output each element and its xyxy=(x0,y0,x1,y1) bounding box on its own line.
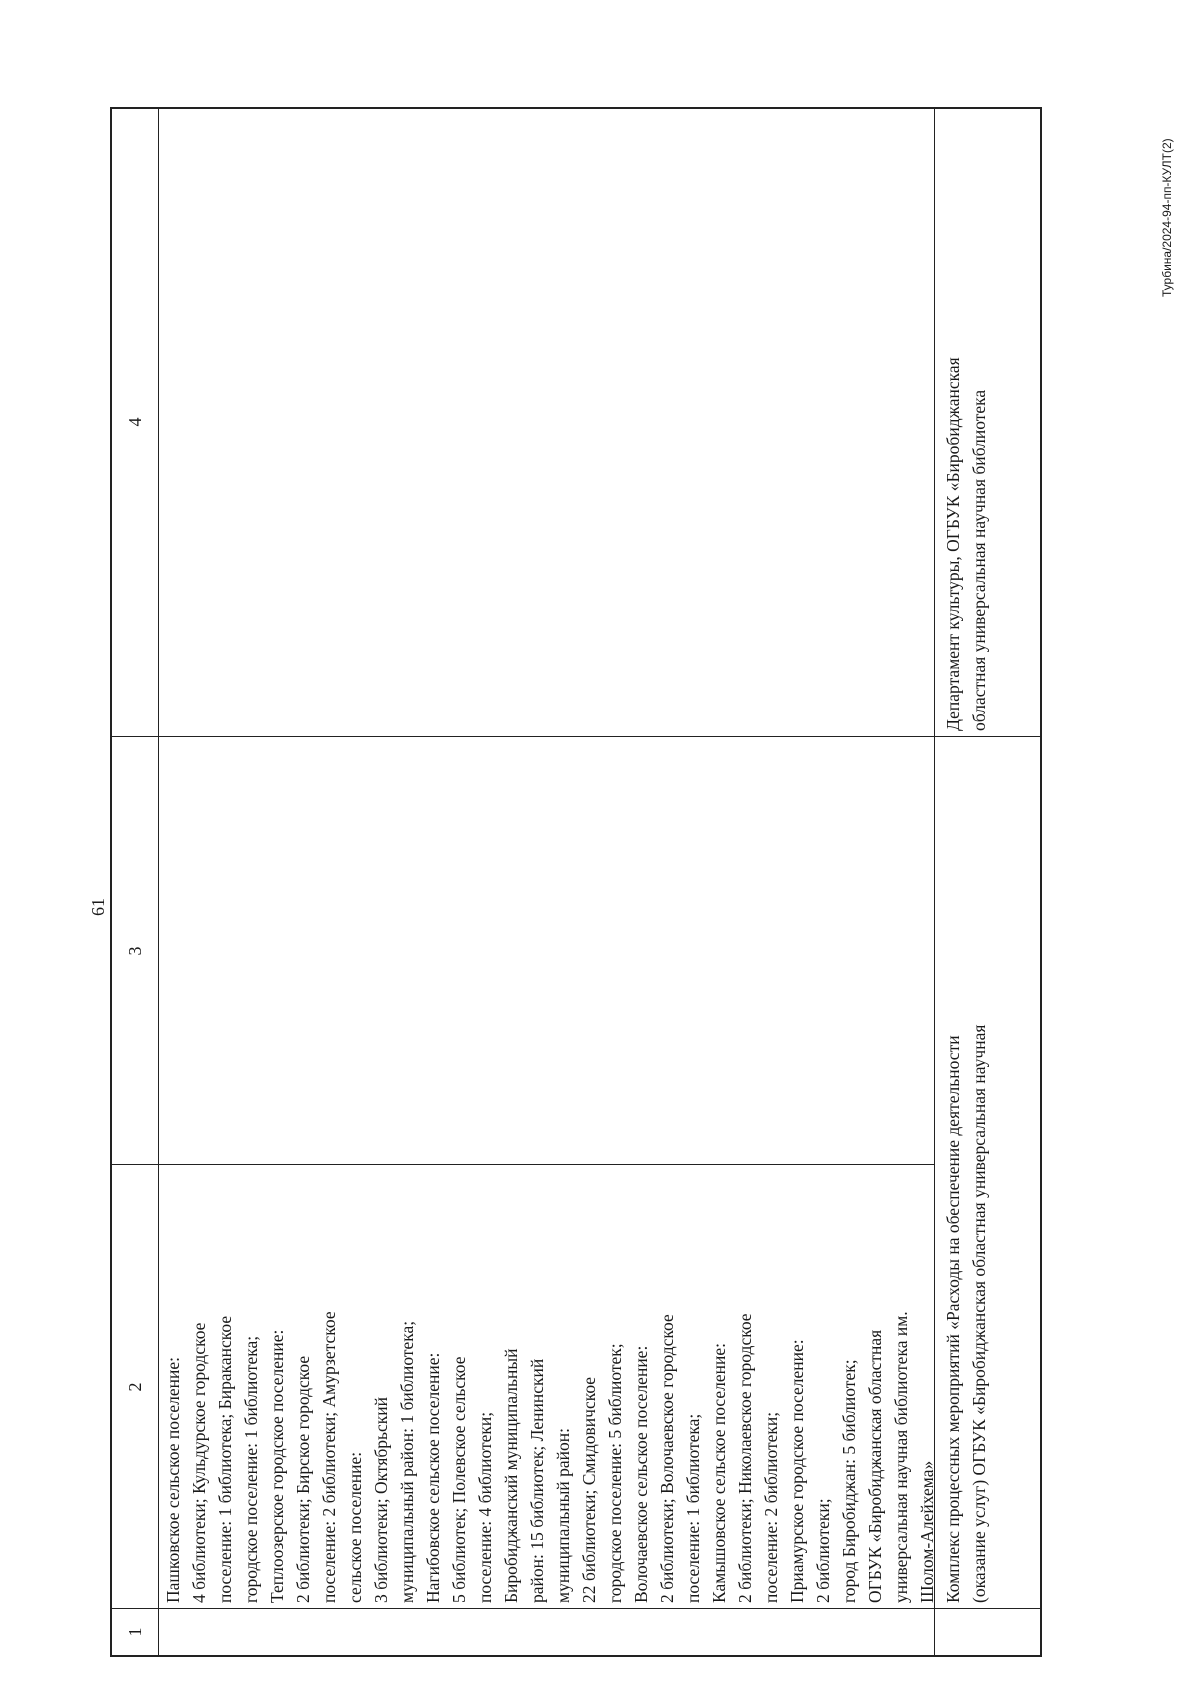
column-number-3: 3 xyxy=(125,946,145,956)
row1-col2-cell: Пашковское сельское поселение: 4 библиотеки; Кульдурское городское поселение: 1 библиотека; Бираканское городское поселение: 1 библиотека; Теплоозерское городское поселение: 2 библиотеки; Бирское городское поселение: 2 библиотеки; Амурзетское сельское поселение: 3 библиотеки; Октябрьский муниципальный район: 1 библиотека; Нагибовское сельское поселение: 5 библиотек; Полевское сельское поселение: 4 библиотеки; Биробиджанский муниципальный район: 15 библиотек; Ленинский муниципальный район: 22 библиотеки; Смидовичское городское поселение: 5 библиотек; Волочаевское сельское поселение: 2 библиотеки; Волочаевское городское поселение: 1 библиотека; Камышовское сельское поселение: 2 библиотеки; Николаевское городское поселение: 2 библиотеки; Приамурское городское поселение: 2 библиотеки; город Биробиджан: 5 библиотек; ОГБУК «Биробиджанская областная универсальная научная библиотека им. Шолом-Алейхема» xyxy=(163,1311,937,1603)
document-table xyxy=(110,107,1042,1657)
page-number: 61 xyxy=(88,898,108,916)
column-number-1: 1 xyxy=(125,1627,145,1637)
col-divider-2 xyxy=(112,1164,934,1165)
header-row-divider xyxy=(158,109,159,1655)
column-number-2: 2 xyxy=(125,1382,145,1392)
col-divider-3 xyxy=(112,736,1040,737)
col-divider-1 xyxy=(112,1608,1040,1609)
document-code: Турбина/2024-94-пп-КУЛТ(2) xyxy=(1160,138,1174,297)
row2-col4-cell: Департамент культуры, ОГБУК «Биробиджанская областная универсальная научная библиотека xyxy=(943,357,989,731)
row2-col2-cell: Комплекс процессных мероприятий «Расходы на обеспечение деятельности (оказание услуг) ОГБУК «Биробиджанская областная универсальная научная xyxy=(943,1024,989,1603)
column-number-4: 4 xyxy=(125,417,145,427)
